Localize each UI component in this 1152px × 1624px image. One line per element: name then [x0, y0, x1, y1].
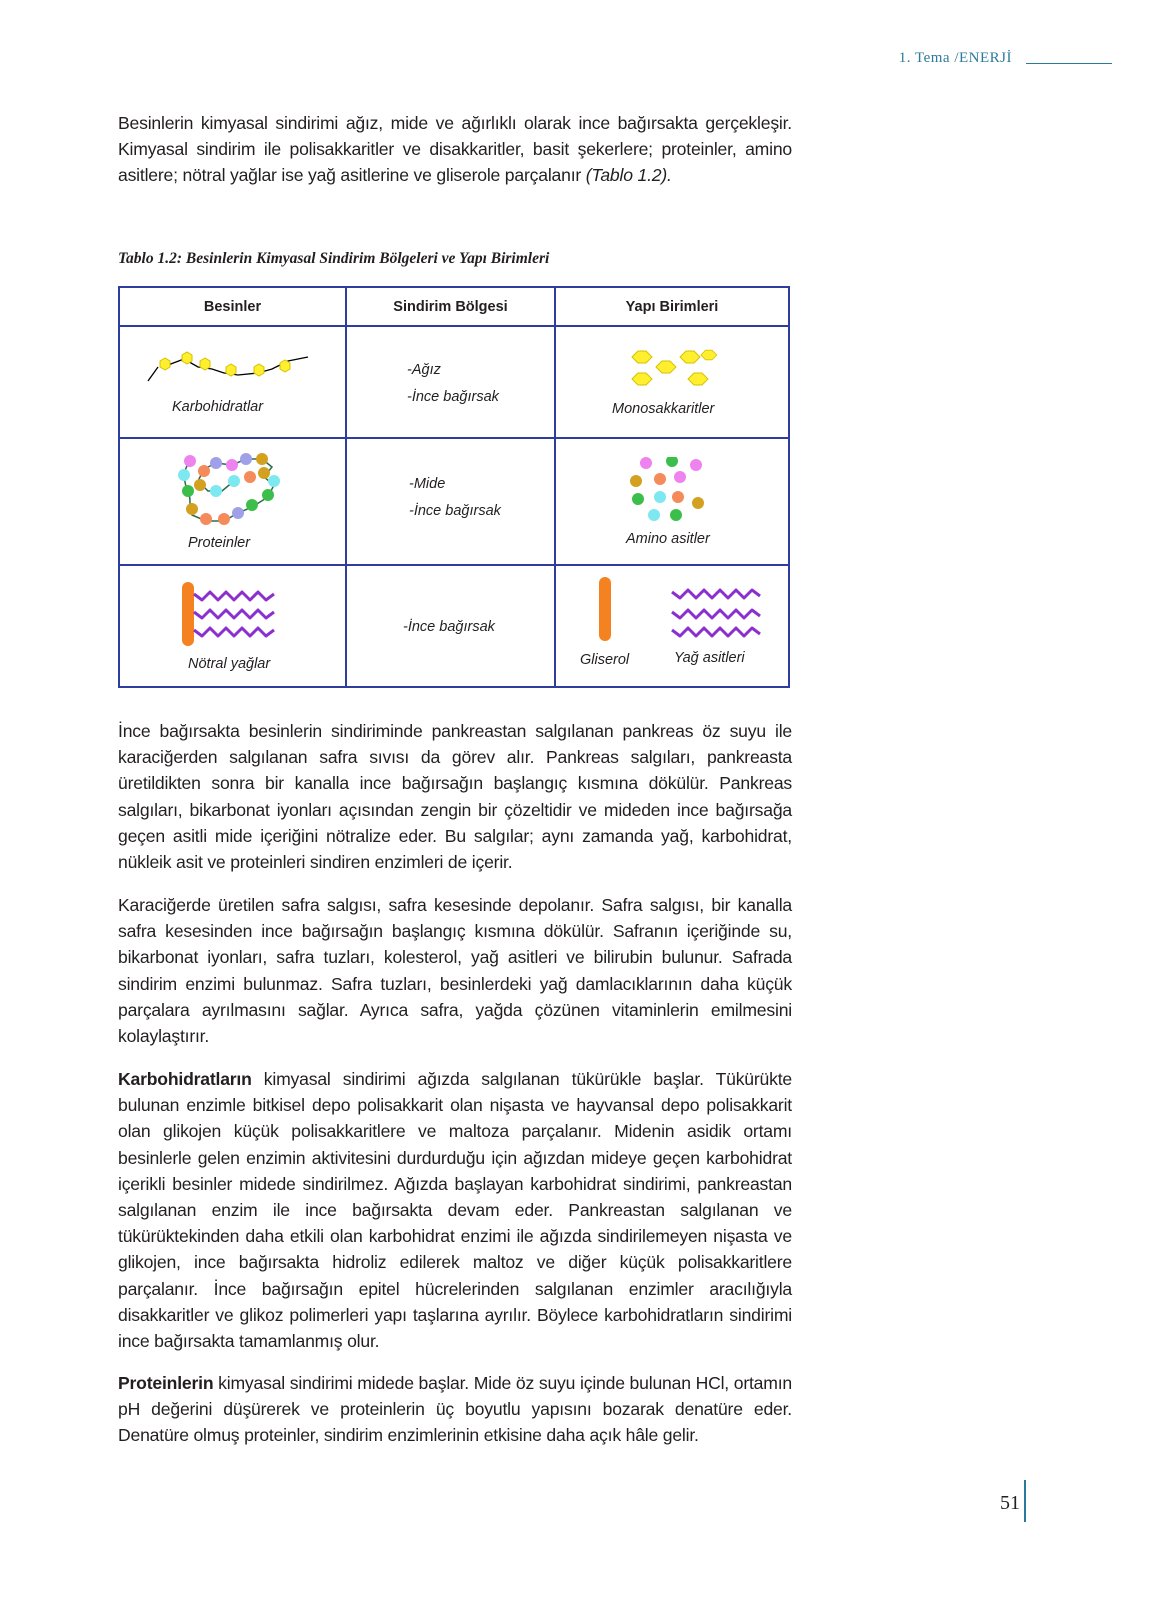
- cell-region-proteins: [346, 438, 555, 565]
- label-notral-yaglar: Nötral yağlar: [188, 656, 271, 672]
- label-monosakkaritler: Monosakkaritler: [612, 401, 715, 417]
- carbohydrate-paragraph: [118, 1066, 792, 1354]
- label-karbohidratlar: Karbohidratlar: [172, 399, 264, 415]
- header-title: 1. Tema /ENERJİ: [898, 50, 1012, 66]
- header-sindirim-bolgesi: Sindirim Bölgesi: [346, 287, 555, 326]
- running-header: [852, 50, 1152, 74]
- pancreas-paragraph: İnce bağırsakta besinlerin sindiriminde pankreastan salgılanan pankreas öz suyu ile karaciğerden salgılanan safra sıvısı da görev alır. Pankreas salgıları, pankreasta üretildikten sonra bir kanalla ince bağırsağın başlangıç kısmına dökülür. Pankreas salgıları, bikarbonat iyonları açısından zengin bir çözeltidir ve mideden ince bağırsağa geçen asitli mide içeriğini nötralize eder. Bu salgılar; aynı zamanda yağ, karbohidrat, nükleik asit ve proteinleri sindiren enzimleri de içerir.: [118, 721, 792, 873]
- table-row: [119, 326, 789, 438]
- region-item: -İnce bağırsak: [407, 389, 499, 405]
- cell-neutral-fats: [119, 565, 346, 687]
- cell-amino-acids: [555, 438, 789, 565]
- cell-monosaccharides: [555, 326, 789, 438]
- amino-acids-icon: [626, 457, 716, 525]
- intro-paragraph: [118, 110, 792, 189]
- header-yapi-birimleri: Yapı Birimleri: [555, 287, 789, 326]
- region-item: -İnce bağırsak: [409, 503, 501, 519]
- cell-region-carbs: [346, 326, 555, 438]
- cell-glycerol-fatty-acids: [555, 565, 789, 687]
- table-row: [119, 438, 789, 565]
- table-caption: Tablo 1.2: Besinlerin Kimyasal Sindirim Bölgeleri ve Yapı Birimleri: [118, 250, 550, 267]
- header-rule: [1026, 63, 1112, 64]
- protein-paragraph: [118, 1370, 792, 1449]
- protein-text: kimyasal sindirimi midede başlar. Mide öz suyu içinde bulunan HCl, ortamın pH değerini düşürerek ve proteinlerin üç boyutlu yapısını bozarak denatüre eder. Denatüre olmuş proteinler, sindirim enzimlerinin etkisine daha açık hâle gelir.: [118, 1373, 792, 1446]
- cell-proteins: [119, 438, 346, 565]
- triglyceride-icon: [180, 580, 280, 648]
- carbohydrate-text: kimyasal sindirimi ağızda salgılanan tükürükle başlar. Tükürükte bulunan enzimle bitkisel depo polisakkarit olan nişasta ve hayvansal depo polisakkarit olan glikojen küçük polisakkaritlere ve maltoza parçalanır. Midenin asidik ortamı besinlerle gelen enzimin aktivitesini durdurduğu için ağızdan mideye geçen karbohidrat içerikli besinler midede sindirilmez. Ağızda başlayan karbohidrat sindirimi, pankreastan salgılanan enzim ile ince bağırsakta devam eder. Pankreastan salgılanan ve tükürüktekinden daha etkili olan karbohidrat enzimi ile ağızda sindirilemeyen nişasta ve glikojen, ince bağırsakta hidroliz edilerek maltoz ve diğer küçük polisakkaritlere parçalanır. İnce bağırsağın epitel hücrelerinden salgılanan enzimler aracılığıyla disakkaritler ve glikoz polimerleri yapı taşlarına ayrılır. Böylece karbohidratların sindirimi ince bağırsakta tamamlanmış olur.: [118, 1069, 792, 1352]
- region-list: [403, 614, 495, 641]
- fatty-acids-icon: [670, 582, 766, 642]
- region-list: [409, 471, 501, 525]
- page-number-rule: [1024, 1480, 1026, 1522]
- label-yag-asitleri: Yağ asitleri: [674, 650, 745, 666]
- cell-region-fats: [346, 565, 555, 687]
- region-item: -Ağız: [407, 362, 441, 378]
- polysaccharide-chain-icon: [146, 343, 314, 387]
- monosaccharide-icon: [628, 347, 718, 393]
- label-gliserol: Gliserol: [580, 652, 630, 668]
- label-proteinler: Proteinler: [188, 535, 251, 551]
- region-item: -Mide: [409, 476, 446, 492]
- label-amino-asitler: Amino asitler: [626, 531, 710, 547]
- region-list: [407, 357, 499, 411]
- table-header-row: [119, 287, 789, 326]
- header-besinler: Besinler: [119, 287, 346, 326]
- cell-carbohydrates: [119, 326, 346, 438]
- bile-paragraph: Karaciğerde üretilen safra salgısı, safra kesesinde depolanır. Safra salgısı, bir kanalla safra kesesinden ince bağırsağın başlangıç kısmına dökülür. Safranın içeriğinde su, bikarbonat iyonları, safra tuzları, kolesterol, yağ asitleri ve bilirubin bulunur. Safrada sindirim enzimi bulunmaz. Safra tuzları, besinlerdeki yağ damlacıklarının daha küçük parçalara ayrılmasını sağlar. Ayrıca safra, yağda çözünen vitaminlerin emilmesini kolaylaştırır.: [118, 895, 792, 1047]
- region-item: -İnce bağırsak: [403, 619, 495, 635]
- table-reference: (Tablo 1.2).: [585, 165, 672, 186]
- page-number: 51: [1000, 1492, 1020, 1514]
- glycerol-icon: [598, 576, 612, 644]
- carbohydrate-term: Karbohidratların: [118, 1069, 252, 1089]
- protein-term: Proteinlerin: [118, 1373, 214, 1393]
- table-row: [119, 565, 789, 687]
- protein-chain-icon: [176, 451, 288, 531]
- intro-text: Besinlerin kimyasal sindirimi ağız, mide ve ağırlıklı olarak ince bağırsakta gerçekleşir. Kimyasal sindirim ile polisakkaritler ve disakkaritler, basit şekerlere; proteinler, amino asitlere; nötral yağlar ise yağ asitlerine ve gliserole parçalanır: [118, 113, 792, 186]
- digestion-table: [118, 286, 790, 688]
